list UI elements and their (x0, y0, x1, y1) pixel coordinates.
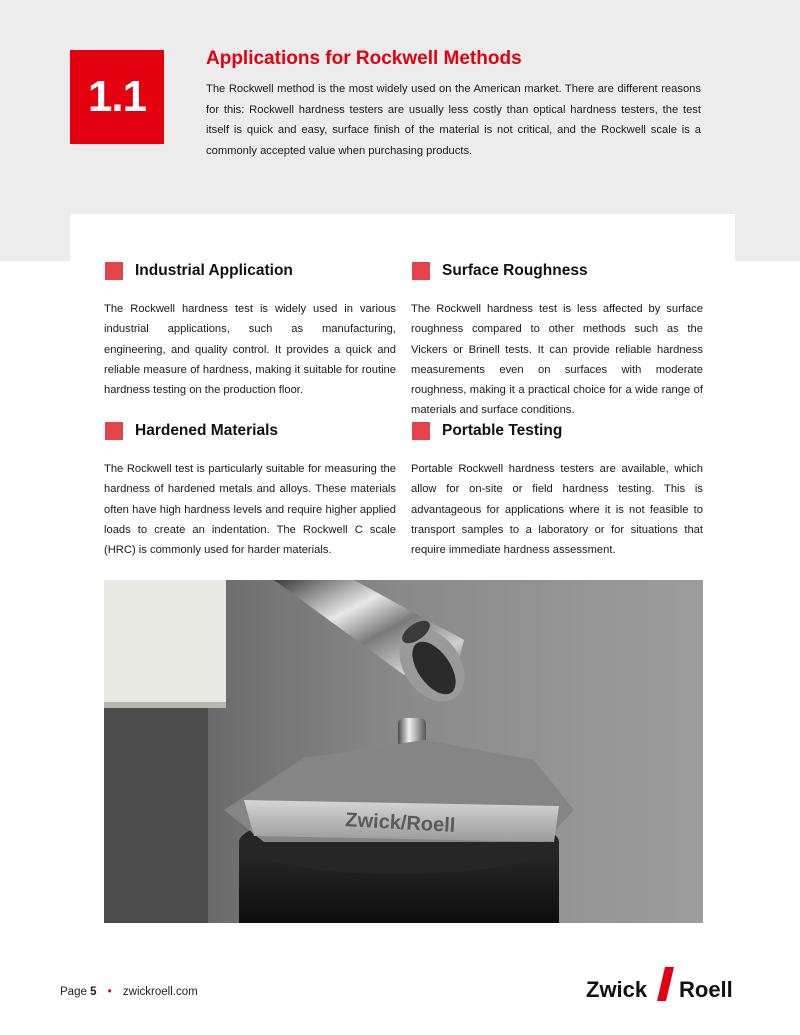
feature-hardened-materials (104, 420, 396, 560)
logo-right-text: Roell (679, 977, 733, 1002)
feature-title: Surface Roughness (442, 262, 588, 279)
feature-text: The Rockwell test is particularly suitable for measuring the hardness of hardened metals and alloys. These materials often have high hardness levels and require higher applied loads to create an indentation. The Rockwell C scale (HRC) is commonly used for harder materials. (104, 463, 396, 557)
intro-paragraph: The Rockwell method is the most widely used on the American market. There are different reasons for this: Rockwell hardness testers are usually less costly than optical hardness testers, the test itself is quick and easy, surface finish of the material is not critical, and the Rockwell scale is a commonly accepted value when purchasing products. (206, 83, 701, 157)
feature-text: The Rockwell hardness test is widely used in various industrial applications, such as manufacturing, engineering, and quality control. It provides a quick and reliable measure of hardness, making it suitable for routine hardness testing on the production floor. (104, 303, 396, 397)
logo-left-text: Zwick (586, 977, 648, 1002)
red-square-icon (105, 422, 123, 440)
page-label: Page (60, 986, 87, 998)
feature-text: Portable Rockwell hardness testers are available, which allow for on-site or field hardness testing. This is advantageous for applications where it is not feasible to transport samples to a laboratory or for situations that require immediate hardness assessment. (411, 463, 703, 557)
feature-portable-testing (411, 420, 703, 560)
website-link[interactable]: zwickroell.com (122, 986, 198, 998)
logo-slash-icon (657, 967, 674, 1001)
feature-title: Industrial Application (135, 262, 293, 279)
feature-text: The Rockwell hardness test is less affected by surface roughness compared to other methods such as the Vickers or Brinell tests. It can provide reliable hardness measurements even on surfaces with moderate roughness, making it a practical choice for a wide range of materials and surface conditions. (411, 303, 703, 417)
page-title: Applications for Rockwell Methods (206, 48, 522, 69)
page-footer (60, 986, 198, 998)
footer-separator: • (107, 986, 112, 998)
feature-industrial-application (104, 260, 396, 400)
feature-title: Portable Testing (442, 422, 563, 439)
section-number-badge (70, 50, 164, 144)
zwickroell-logo (586, 963, 746, 1003)
page-number: 5 (90, 986, 97, 998)
red-square-icon (412, 422, 430, 440)
feature-title: Hardened Materials (135, 422, 278, 439)
section-number: 1.1 (87, 72, 147, 121)
red-square-icon (412, 262, 430, 280)
red-square-icon (105, 262, 123, 280)
plate-engraving: Zwick/Roell (344, 809, 456, 837)
hardness-tester-photo (104, 580, 703, 923)
feature-surface-roughness (411, 260, 703, 421)
